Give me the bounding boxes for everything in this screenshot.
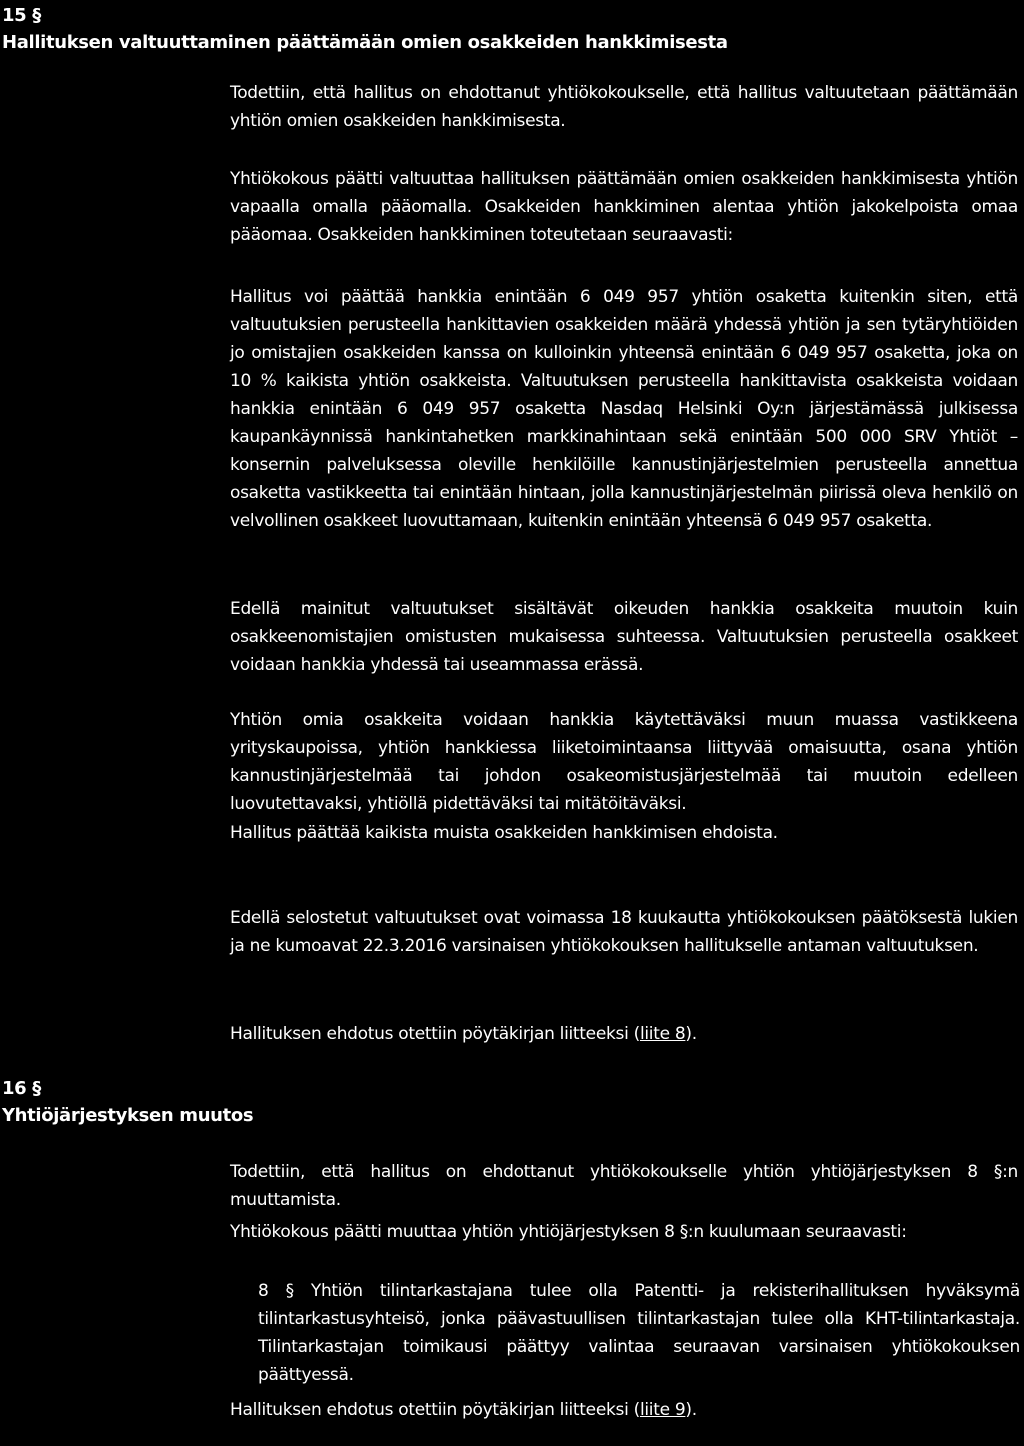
- section-15-paragraph-1: Todettiin, että hallitus on ehdottanut yhtiökokoukselle, että hallitus valtuutetaan päättämään yhtiön omien osakkeiden hankkimisesta.: [230, 83, 1018, 131]
- section-15-paragraph-3: Hallitus voi päättää hankkia enintään 6 049 957 yhtiön osaketta kuitenkin siten, että valtuutuksien perusteella hankittavien osakkeiden määrä yhdessä yhtiön ja sen tytäryhtiöiden jo omistajien osakkeiden kanssa on kulloinkin yhteensä enintään 6 049 957 osaketta, joka on 10 % kaikista yhtiön osakkeista. Valtuutuksen perusteella hankittavista osakkeista voidaan hankkia enintään 6 049 957 osaketta Nasdaq Helsinki Oy:n järjestämässä julkisessa kaupankäynnissä hankintahetken markkinahintaan sekä enintään 500 000 SRV Yhtiöt –konsernin palveluksessa oleville henkilöille kannustinjärjestelmien perusteella annettua osaketta vastikkeetta tai enintään hintaan, jolla kannustinjärjestelmän piirissä oleva henkilö on velvollinen osakkeet luovuttamaan, kuitenkin enintään yhteensä 6 049 957 osaketta.: [230, 287, 1018, 531]
- section-15-paragraph-7: Edellä selostetut valtuutukset ovat voimassa 18 kuukautta yhtiökokouksen päätöksestä lukien ja ne kumoavat 22.3.2016 varsinaisen yhtiökokouksen hallitukselle antaman valtuutuksen.: [230, 908, 1018, 956]
- section-16-number: 16 §: [2, 1078, 41, 1099]
- section-15-number: 15 §: [2, 5, 41, 26]
- section-16-heading: [2, 1075, 253, 1129]
- section-15-paragraph-2: Yhtiökokous päätti valtuuttaa hallituksen päättämään omien osakkeiden hankkimisesta yhtiön vapaalla omalla pääomalla. Osakkeiden hankkiminen alentaa yhtiön jakokelpoista omaa pääomaa. Osakkeiden hankkiminen toteutetaan seuraavasti:: [230, 169, 1018, 245]
- section-16-quoted-article: 8 § Yhtiön tilintarkastajana tulee olla Patentti- ja rekisterihallituksen hyväksymä tilintarkastusyhteisö, jonka päävastuullisen tilintarkastajan tulee olla KHT-tilintarkastaja. Tilintarkastajan toimikausi päättyy valintaa seuraavan varsinaisen yhtiökokouksen päättyessä.: [258, 1281, 1020, 1385]
- section-16-closing-end: ).: [685, 1400, 697, 1420]
- section-16-paragraph-2: Yhtiökokous päätti muuttaa yhtiön yhtiöjärjestyksen 8 §:n kuulumaan seuraavasti:: [230, 1222, 907, 1242]
- section-15-closing-text: Hallituksen ehdotus otettiin pöytäkirjan liitteeksi (: [230, 1024, 640, 1044]
- section-15-closing-end: ).: [685, 1024, 697, 1044]
- section-15-paragraph-4: Edellä mainitut valtuutukset sisältävät oikeuden hankkia osakkeita muutoin kuin osakkeenomistajien omistusten mukaisessa suhteessa. Valtuutuksien perusteella osakkeet voidaan hankkia yhdessä tai useammassa erässä.: [230, 599, 1018, 675]
- section-16-closing: [230, 1396, 1018, 1424]
- section-15-paragraph-5: Yhtiön omia osakkeita voidaan hankkia käytettäväksi muun muassa vastikkeena yrityskaupoissa, yhtiön hankkiessa liiketoimintaansa liittyvää omaisuutta, osana yhtiön kannustinjärjestelmää tai johdon osakeomistusjärjestelmää tai muutoin edelleen luovutettavaksi, yhtiöllä pidettäväksi tai mitätöitäväksi.: [230, 710, 1018, 814]
- attachment-link-liite-8[interactable]: liite 8: [639, 1024, 686, 1044]
- section-15-heading: [2, 2, 728, 56]
- section-16-title: Yhtiöjärjestyksen muutos: [2, 1105, 254, 1126]
- section-16-paragraph-1: Todettiin, että hallitus on ehdottanut yhtiökokoukselle yhtiön yhtiöjärjestyksen 8 §:n muuttamista.: [230, 1162, 1018, 1210]
- section-15-closing: [230, 1020, 1018, 1048]
- section-15-title: Hallituksen valtuuttaminen päättämään omien osakkeiden hankkimisesta: [2, 32, 728, 53]
- section-16-closing-text: Hallituksen ehdotus otettiin pöytäkirjan liitteeksi (: [230, 1400, 640, 1420]
- section-15-paragraph-6: Hallitus päättää kaikista muista osakkeiden hankkimisen ehdoista.: [230, 823, 778, 843]
- attachment-link-liite-9[interactable]: liite 9: [639, 1400, 686, 1420]
